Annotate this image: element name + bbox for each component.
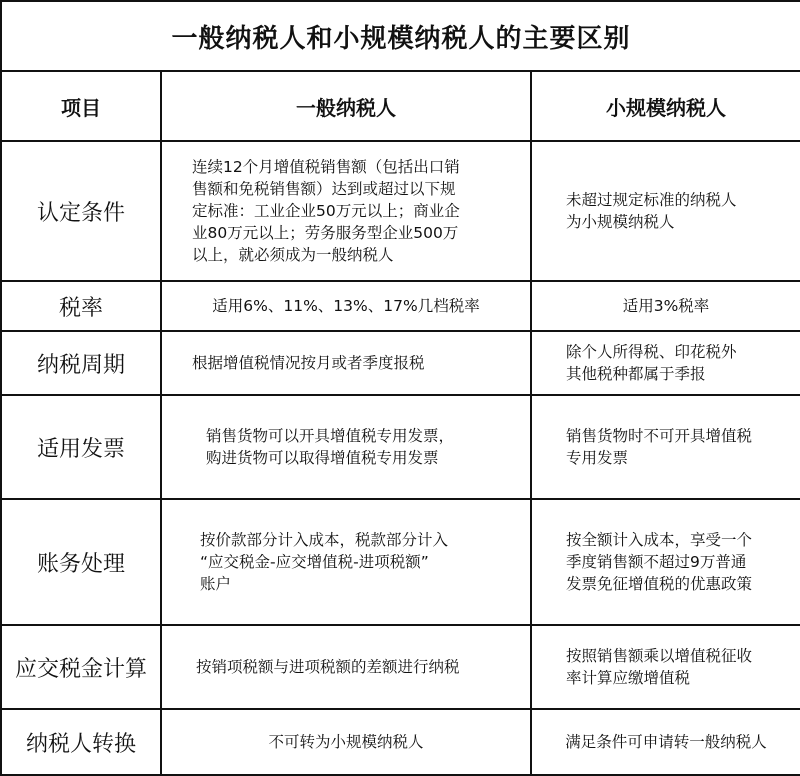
general-cell [161, 709, 531, 775]
cell-line: 定标准：工业企业50万元以上；商业企 [192, 202, 460, 220]
header-general-taxpayer: 一般纳税人 [161, 71, 531, 141]
cell-line: 发票免征增值税的优惠政策 [566, 575, 753, 593]
small-cell [531, 395, 800, 499]
table-row [1, 709, 800, 775]
cell-line: 适用6%、11%、13%、17%几档税率 [212, 297, 480, 315]
cell-line: 连续12个月增值税销售额（包括出口销 [192, 158, 460, 176]
cell-line: 业80万元以上；劳务服务型企业500万 [192, 224, 459, 242]
cell-line: 按价款部分计入成本，税款部分计入 [200, 531, 449, 549]
general-cell [161, 499, 531, 625]
cell-line: “应交税金-应交增值税-进项税额” [200, 553, 429, 571]
cell-line: 按销项税额与进项税额的差额进行纳税 [196, 658, 460, 676]
cell-line: 季度销售额不超过9万普通 [566, 553, 747, 571]
small-cell [531, 709, 800, 775]
cell-line: 售额和免税销售额）达到或超过以下规 [192, 180, 456, 198]
cell-line: 按照销售额乘以增值税征收 [566, 647, 753, 665]
header-row [1, 71, 800, 141]
small-cell [531, 281, 800, 331]
cell-line: 账户 [200, 575, 232, 593]
cell-line: 按全额计入成本，享受一个 [566, 531, 753, 549]
cell-line: 销售货物可以开具增值税专用发票， [206, 427, 455, 445]
table-title: 一般纳税人和小规模纳税人的主要区别 [1, 1, 800, 71]
title-row [1, 1, 800, 71]
table-row [1, 331, 800, 395]
table-row [1, 625, 800, 709]
general-cell [161, 625, 531, 709]
table-row [1, 395, 800, 499]
row-label: 纳税周期 [1, 331, 161, 395]
row-label: 认定条件 [1, 141, 161, 281]
cell-line: 销售货物时不可开具增值税 [566, 427, 753, 445]
row-label: 税率 [1, 281, 161, 331]
cell-line: 为小规模纳税人 [566, 213, 675, 231]
cell-line: 满足条件可申请转一般纳税人 [565, 733, 767, 751]
row-label: 账务处理 [1, 499, 161, 625]
table-row [1, 499, 800, 625]
header-item: 项目 [1, 71, 161, 141]
cell-line: 其他税种都属于季报 [566, 365, 706, 383]
small-cell [531, 499, 800, 625]
small-cell [531, 331, 800, 395]
cell-line: 未超过规定标准的纳税人 [566, 191, 737, 209]
cell-line: 以上，就必须成为一般纳税人 [192, 246, 394, 264]
cell-line: 购进货物可以取得增值税专用发票 [206, 449, 439, 467]
general-cell [161, 331, 531, 395]
cell-line: 率计算应缴增值税 [566, 669, 691, 687]
cell-line: 根据增值税情况按月或者季度报税 [192, 354, 425, 372]
general-cell [161, 395, 531, 499]
header-small-taxpayer: 小规模纳税人 [531, 71, 800, 141]
row-label: 适用发票 [1, 395, 161, 499]
row-label: 应交税金计算 [1, 625, 161, 709]
small-cell [531, 625, 800, 709]
cell-line: 专用发票 [566, 449, 629, 467]
small-cell [531, 141, 800, 281]
general-cell [161, 141, 531, 281]
cell-line: 除个人所得税、印花税外 [566, 343, 737, 361]
cell-line: 适用3%税率 [622, 297, 710, 315]
table-row [1, 281, 800, 331]
row-label: 纳税人转换 [1, 709, 161, 775]
cell-line: 不可转为小规模纳税人 [268, 733, 424, 751]
table-row [1, 141, 800, 281]
general-cell [161, 281, 531, 331]
